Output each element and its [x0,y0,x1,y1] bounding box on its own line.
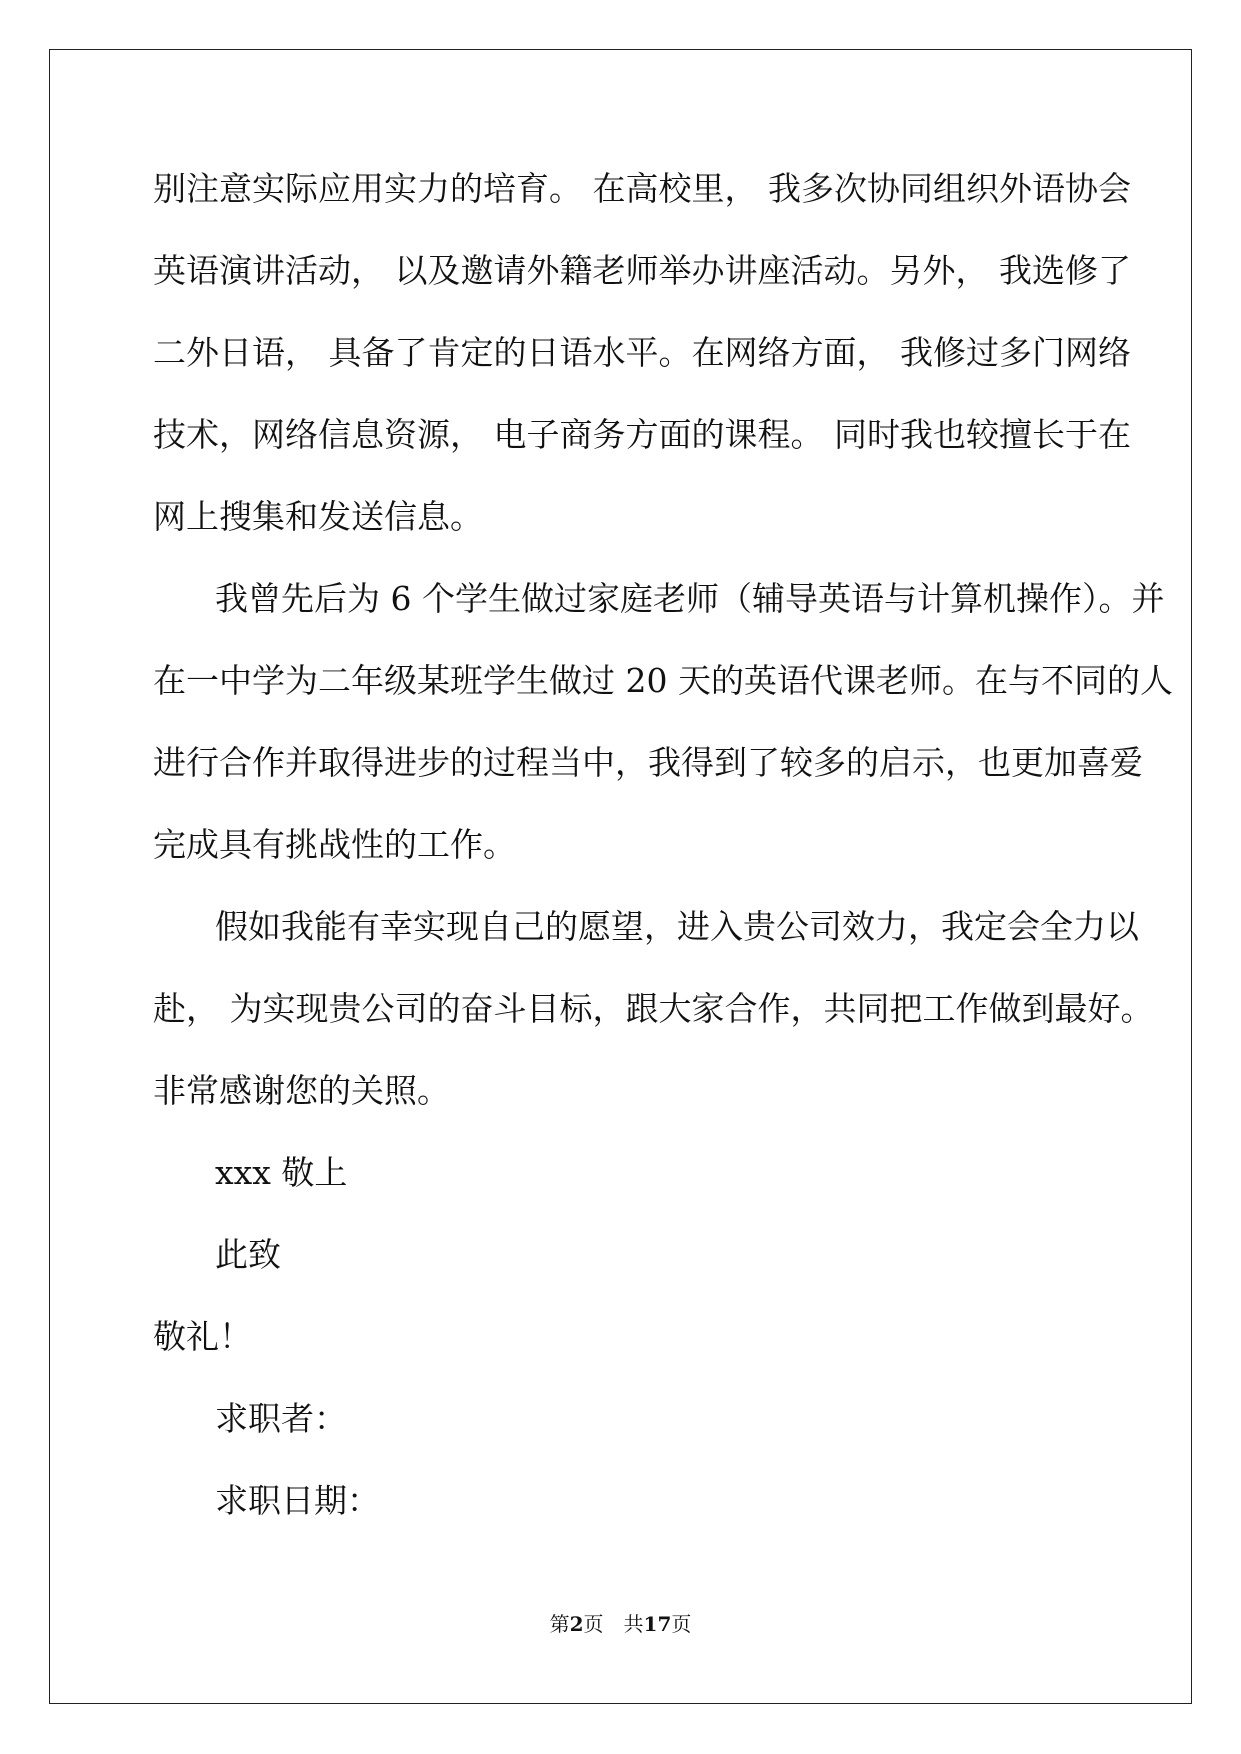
paragraph-line-8: 进行合作并取得进步的过程当中，我得到了较多的启示，也更加喜爱 [153,743,1143,782]
closing-line: 此致 [215,1235,281,1274]
footer-mid: 页 共 [583,1612,644,1636]
paragraph-line-11: 赴， 为实现贵公司的奋斗目标，跟大家合作，共同把工作做到最好。 [153,989,1154,1028]
paragraph-line-5: 网上搜集和发送信息。 [153,497,483,536]
page-footer [0,1608,1241,1637]
application-date-line: 求职日期： [215,1481,380,1520]
paragraph-line-1: 别注意实际应用实力的培育。 在高校里， 我多次协同组织外语协会 [153,169,1131,208]
applicant-line: 求职者： [215,1399,347,1438]
paragraph-line-2: 英语演讲活动， 以及邀请外籍老师举办讲座活动。另外， 我选修了 [153,251,1131,290]
footer-prefix: 第 [549,1612,570,1636]
paragraph-line-3: 二外日语， 具备了肯定的日语水平。在网络方面， 我修过多门网络 [153,333,1131,372]
paragraph-line-10: 假如我能有幸实现自己的愿望，进入贵公司效力，我定会全力以 [215,907,1139,946]
page-number: 2 [569,1612,584,1636]
salutation-line: 敬礼！ [153,1317,252,1356]
paragraph-line-7: 在一中学为二年级某班学生做过 20 天的英语代课老师。在与不同的人 [153,661,1173,700]
total-pages: 17 [643,1612,672,1636]
page-border [49,49,1192,1704]
paragraph-line-12: 非常感谢您的关照。 [153,1071,450,1110]
paragraph-line-9: 完成具有挑战性的工作。 [153,825,516,864]
paragraph-line-6: 我曾先后为 6 个学生做过家庭老师（辅导英语与计算机操作）。并 [215,579,1165,618]
footer-suffix: 页 [671,1612,692,1636]
paragraph-line-4: 技术，网络信息资源， 电子商务方面的课程。 同时我也较擅长于在 [153,415,1131,454]
signature-line: xxx 敬上 [215,1153,348,1192]
